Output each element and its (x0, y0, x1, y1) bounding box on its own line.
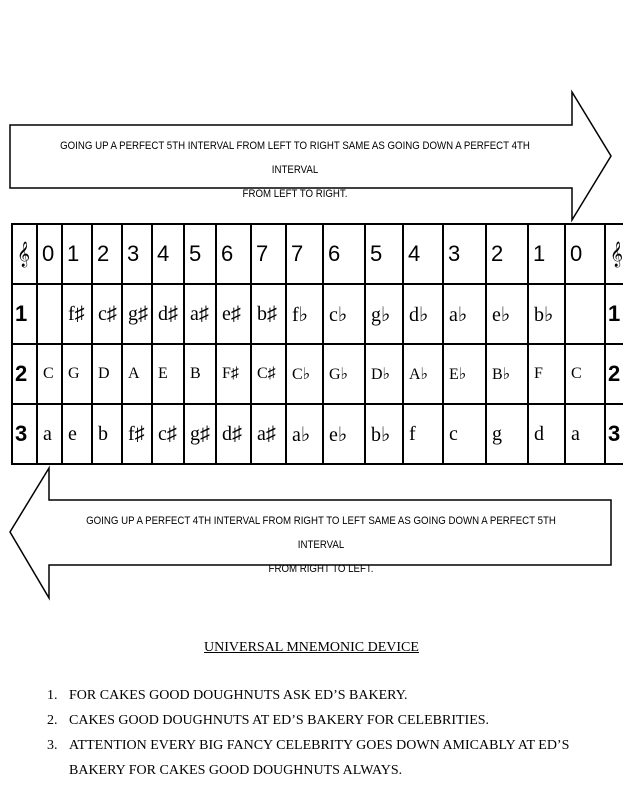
table-cell: 3 (12, 404, 37, 464)
treble-clef-icon: 𝄞 (605, 224, 623, 284)
table-cell: F♯ (216, 344, 251, 404)
table-cell: 0 (565, 224, 605, 284)
table-cell: C♭ (286, 344, 323, 404)
table-cell: A♭ (403, 344, 443, 404)
table-cell: 7 (286, 224, 323, 284)
mnemonic-item (47, 733, 587, 783)
table-cell (37, 284, 62, 344)
table-cell: a♯ (251, 404, 286, 464)
left-arrow-caption-line2: FROM RIGHT TO LEFT. (268, 563, 374, 575)
mnemonic-title: UNIVERSAL MNEMONIC DEVICE (204, 640, 419, 655)
table-cell: c♯ (152, 404, 184, 464)
table-cell: c (443, 404, 486, 464)
table-cell: 1 (605, 284, 623, 344)
mnemonic-item-text: ATTENTION EVERY BIG FANCY CELEBRITY GOES DOWN AMICABLY AT ED’S BAKERY FOR CAKES GOOD DOUGHNUTS ALWAYS. (69, 738, 570, 778)
table-cell: D (92, 344, 122, 404)
table-cell: 4 (152, 224, 184, 284)
table-cell: B (184, 344, 216, 404)
table-cell: 2 (92, 224, 122, 284)
table-row (12, 404, 623, 464)
mnemonic-item (47, 683, 587, 708)
table-cell: 7 (251, 224, 286, 284)
table-cell: 5 (365, 224, 403, 284)
table-cell: 1 (12, 284, 37, 344)
right-arrow-caption-line1: GOING UP A PERFECT 5TH INTERVAL FROM LEFT TO RIGHT SAME AS GOING DOWN A PERFECT 4TH INTERVAL (60, 140, 530, 176)
mnemonic-item-text: FOR CAKES GOOD DOUGHNUTS ASK ED’S BAKERY. (69, 688, 408, 703)
table-cell: c♯ (92, 284, 122, 344)
circle-of-fifths-table (11, 223, 623, 465)
table-cell (565, 284, 605, 344)
table-cell: c♭ (323, 284, 365, 344)
table-cell: 1 (62, 224, 92, 284)
table-cell: G♭ (323, 344, 365, 404)
right-arrow-caption (44, 134, 546, 206)
table-cell: 3 (122, 224, 152, 284)
table-cell: g♭ (365, 284, 403, 344)
table-cell: 2 (486, 224, 528, 284)
table-cell: f♭ (286, 284, 323, 344)
table-cell: a (37, 404, 62, 464)
table-cell: d (528, 404, 565, 464)
table-cell: 6 (216, 224, 251, 284)
mnemonic-item (47, 708, 587, 733)
table-cell: a♭ (443, 284, 486, 344)
table-cell: D♭ (365, 344, 403, 404)
table-cell: d♯ (216, 404, 251, 464)
table-cell: 3 (443, 224, 486, 284)
table-cell: a♯ (184, 284, 216, 344)
mnemonic-list (47, 683, 587, 783)
table-cell: f♯ (122, 404, 152, 464)
table-cell: B♭ (486, 344, 528, 404)
table-cell: g♯ (184, 404, 216, 464)
table-cell: a (565, 404, 605, 464)
table-cell: f (403, 404, 443, 464)
table-cell: e (62, 404, 92, 464)
table-cell: 1 (528, 224, 565, 284)
mnemonic-item-number: 3. (47, 738, 58, 753)
right-arrow-caption-line2: FROM LEFT TO RIGHT. (242, 188, 348, 200)
table-cell: b♯ (251, 284, 286, 344)
treble-clef-icon: 𝄞 (12, 224, 37, 284)
table-cell: C♯ (251, 344, 286, 404)
table-cell: e♯ (216, 284, 251, 344)
table-row (12, 224, 623, 284)
table-cell: b♭ (365, 404, 403, 464)
table-cell: e♭ (486, 284, 528, 344)
table-cell: E (152, 344, 184, 404)
table-cell: b (92, 404, 122, 464)
mnemonic-item-text: CAKES GOOD DOUGHNUTS AT ED’S BAKERY FOR CELEBRITIES. (69, 713, 490, 728)
table-row (12, 344, 623, 404)
left-arrow-caption (70, 509, 572, 581)
table-cell: g♯ (122, 284, 152, 344)
table-cell: e♭ (323, 404, 365, 464)
mnemonic-item-number: 1. (47, 688, 58, 703)
table-cell: g (486, 404, 528, 464)
table-cell: b♭ (528, 284, 565, 344)
table-cell: 4 (403, 224, 443, 284)
table-cell: 0 (37, 224, 62, 284)
table-cell: 3 (605, 404, 623, 464)
table-cell: d♯ (152, 284, 184, 344)
table-cell: 6 (323, 224, 365, 284)
table-cell: C (565, 344, 605, 404)
table-row (12, 284, 623, 344)
table-cell: a♭ (286, 404, 323, 464)
table-cell: F (528, 344, 565, 404)
table-cell: C (37, 344, 62, 404)
table-cell: 2 (12, 344, 37, 404)
table-cell: 5 (184, 224, 216, 284)
table-cell: E♭ (443, 344, 486, 404)
table-cell: G (62, 344, 92, 404)
table-cell: d♭ (403, 284, 443, 344)
table-cell: f♯ (62, 284, 92, 344)
table-cell: 2 (605, 344, 623, 404)
mnemonic-item-number: 2. (47, 713, 58, 728)
table-cell: A (122, 344, 152, 404)
left-arrow-caption-line1: GOING UP A PERFECT 4TH INTERVAL FROM RIGHT TO LEFT SAME AS GOING DOWN A PERFECT 5TH INTERVAL (86, 515, 556, 551)
